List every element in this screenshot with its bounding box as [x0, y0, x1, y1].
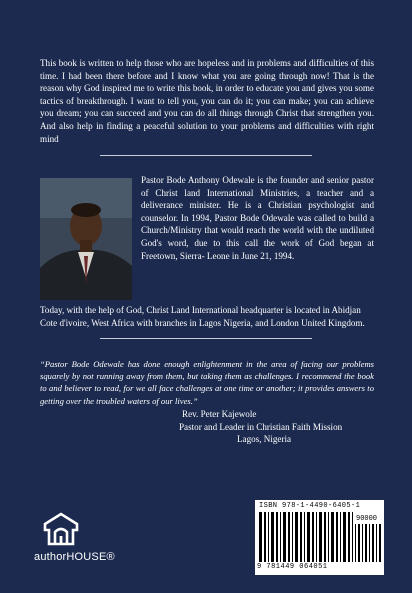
barcode-digits: 9 781449 064051: [257, 563, 328, 571]
endorsement-attribution: [179, 408, 379, 446]
price-code: 90000: [356, 515, 378, 523]
author-photo: [40, 178, 132, 300]
endorser-name: Rev. Peter Kajewole: [182, 409, 257, 419]
divider-top: [100, 155, 312, 156]
divider-bottom: [100, 338, 312, 339]
book-description: This book is written to help those who are hopeless and in problems and difficulties of this time. I had been there before and I know what you are going through now! That is the reason why God inspired me to write this book, in order to educate you and gives you some tactics of breakthrough. I want to tell you, you can do it; you can make; you can achieve you dream; you can succeed and you can do all things through Christ that strengthen you. And also help in finding a peaceful solution to your problems and difficulties with right mind: [40, 58, 374, 144]
author-bio-continued: Today, with the help of God, Christ Land International headquarter is located in Abidjan Cote d'ivoire, West Africa with branches in Lagos Nigeria, and London United Kingdom.: [40, 305, 365, 328]
authorhouse-logo-icon: [41, 510, 81, 553]
endorser-location: Lagos, Nigeria: [237, 434, 292, 445]
author-bio: Pastor Bode Anthony Odewale is the founder and senior pastor of Christ land International Ministries, a teacher and a deliverance minister. He is a Christian psychologist and counselor. In 1994, Pastor Bode Odewale was called to build a Church/Ministry that would reach the world with the undiluted God's word, due to this call the work of God began at Freetown, Sierra- Leone in June 21, 1994.: [141, 175, 374, 261]
publisher-block: [34, 510, 114, 570]
barcode-bars: [259, 512, 353, 562]
publisher-name: authorHOUSE®: [34, 551, 115, 563]
isbn-barcode: [255, 500, 384, 575]
endorser-title: Pastor and Leader in Christian Faith Mission: [179, 421, 343, 432]
endorsement-quote: “Pastor Bode Odewale has done enough enlightenment in the area of facing our problems squarely by not running away from them, but taking them as challenges. I recommend the book to and believer to read, for we all face challenges at one time or another; it provides answers to getting over the troubled waters of our lives.”: [40, 359, 374, 406]
addon-barcode-bars: [355, 524, 381, 562]
isbn-text: ISBN 978-1-4490-6405-1: [259, 502, 361, 510]
